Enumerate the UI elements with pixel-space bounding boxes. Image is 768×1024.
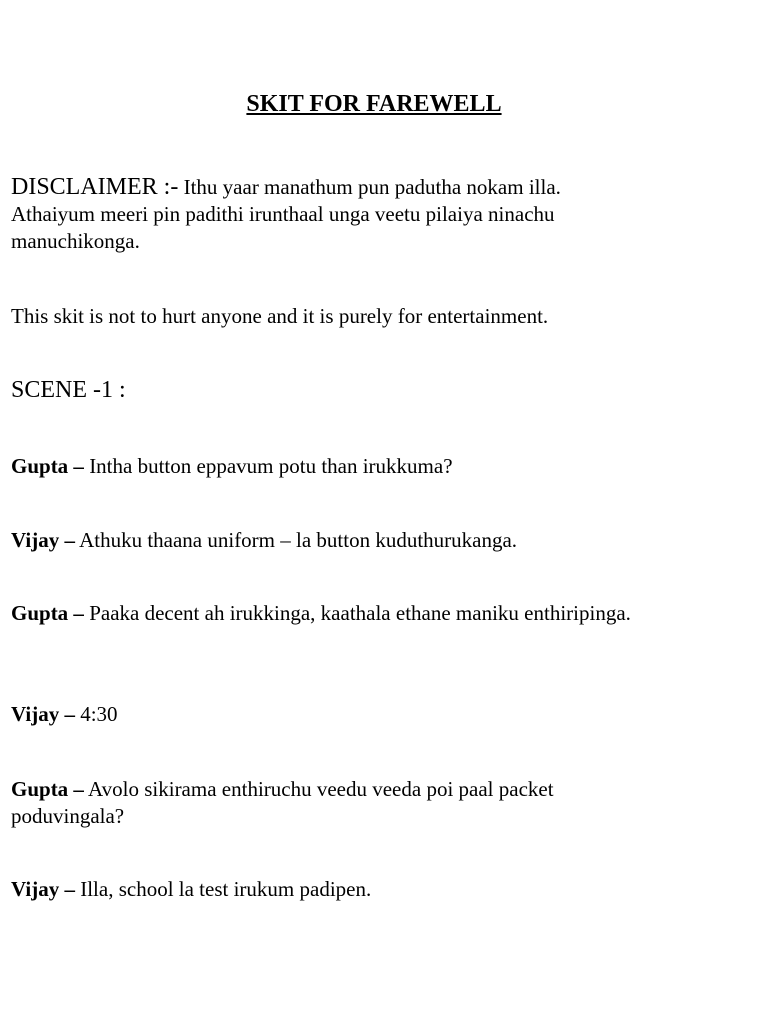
speaker-name: Gupta –	[11, 601, 84, 625]
dialogue-text: Intha button eppavum potu than irukkuma?	[89, 454, 453, 478]
disclaimer-text: Ithu yaar manathum pun padutha nokam illa. Athaiyum meeri pin padithi irunthaal unga veetu pilaiya ninachu manuchikonga.	[11, 175, 561, 253]
speaker-name: Vijay –	[11, 528, 75, 552]
dialogue-line	[11, 453, 631, 480]
dialogue-line	[11, 876, 631, 903]
speaker-name: Vijay –	[11, 877, 75, 901]
disclaimer-label: DISCLAIMER :-	[11, 174, 179, 200]
dialogue-text: Avolo sikirama enthiruchu veedu veeda poi paal packet poduvingala?	[11, 777, 554, 828]
dialogue-text: Athuku thaana uniform – la button kuduthurukanga.	[79, 528, 518, 552]
dialogue-text: Paaka decent ah irukkinga, kaathala ethane maniku enthiripinga.	[89, 601, 631, 625]
speaker-name: Gupta –	[11, 454, 84, 478]
dialogue-text: 4:30	[80, 702, 118, 726]
dialogue-line	[11, 527, 631, 554]
dialogue-line	[11, 776, 631, 830]
entertainment-note: This skit is not to hurt anyone and it is purely for entertainment.	[11, 304, 549, 328]
scene-heading: SCENE -1 :	[11, 377, 126, 403]
document-title: SKIT FOR FAREWELL	[246, 91, 502, 117]
dialogue-line	[11, 600, 631, 627]
disclaimer-paragraph	[11, 174, 631, 255]
dialogue-line	[11, 701, 631, 728]
speaker-name: Vijay –	[11, 702, 75, 726]
dialogue-text: Illa, school la test irukum padipen.	[80, 877, 372, 901]
speaker-name: Gupta –	[11, 777, 84, 801]
